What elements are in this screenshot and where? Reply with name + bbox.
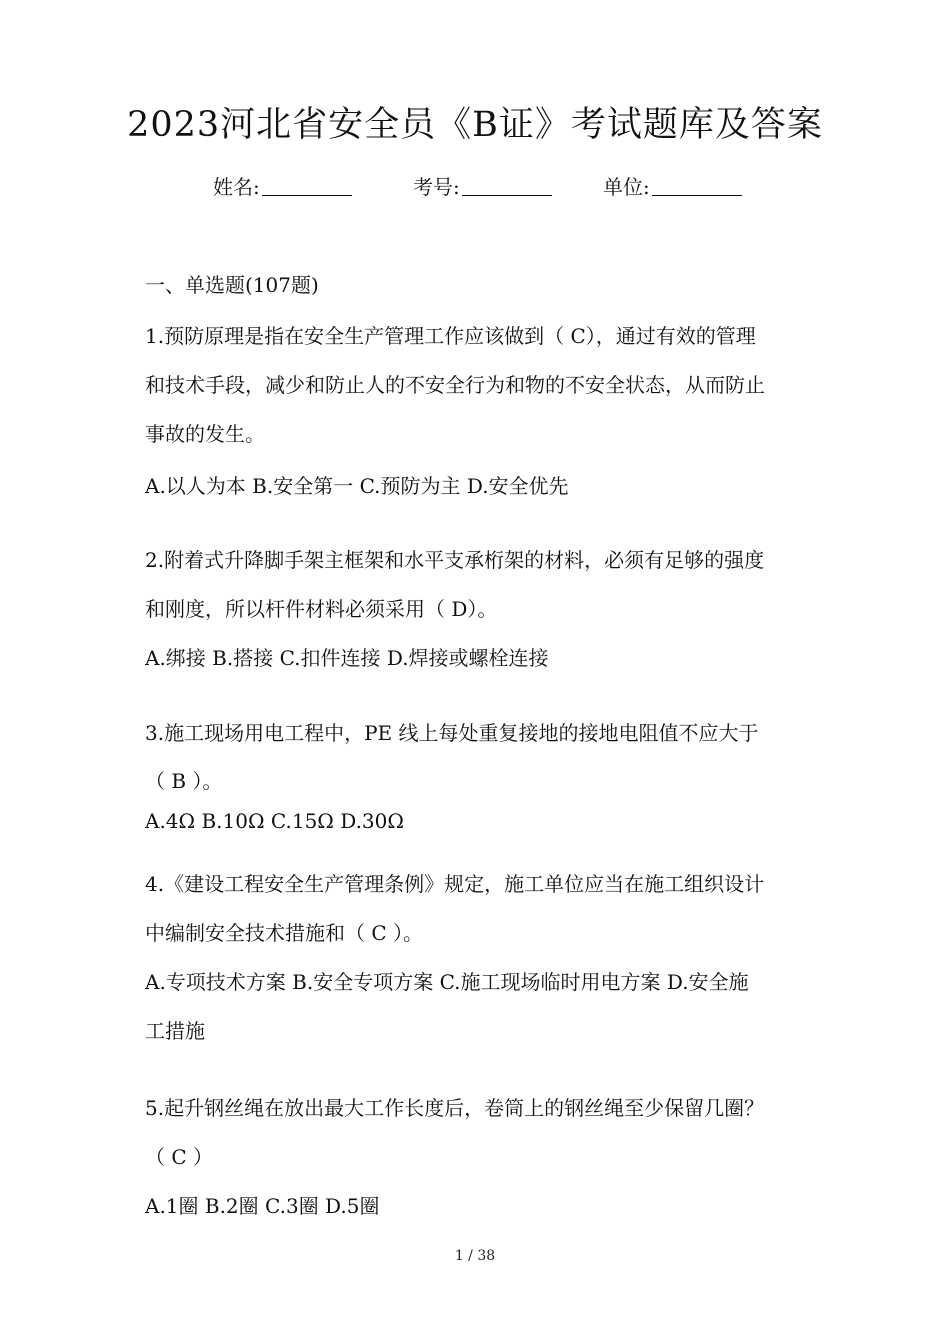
name-label: 姓名:: [213, 175, 260, 199]
section-title: 一、单选题(107题): [145, 273, 319, 297]
page-title: 2023河北省安全员《B证》考试题库及答案: [127, 105, 823, 145]
question-1-stem-line-1: 1.预防原理是指在安全生产管理工作应该做到（ C），通过有效的管理: [145, 324, 756, 348]
question-1-stem-line-2: 和技术手段，减少和防止人的不安全行为和物的不安全状态，从而防止: [145, 373, 765, 397]
question-4-stem-line-2: 中编制安全技术措施和（ C ）。: [145, 921, 424, 945]
question-5-stem-line-2: （ C ）: [145, 1145, 214, 1169]
exam-number-blank-line: [462, 175, 552, 196]
question-3-stem-line-1: 3.施工现场用电工程中，PE 线上每处重复接地的接地电阻值不应大于: [145, 721, 759, 745]
question-4-options-line-2: 工措施: [145, 1019, 205, 1043]
unit-field: [603, 170, 742, 204]
unit-blank-line: [652, 175, 742, 196]
exam-number-field: [413, 170, 552, 204]
name-field: [213, 170, 352, 204]
question-2-options: A.绑接 B.搭接 C.扣件连接 D.焊接或螺栓连接: [145, 646, 549, 670]
question-3-options: A.4Ω B.10Ω C.15Ω D.30Ω: [145, 809, 404, 833]
page-number: 1 / 38: [454, 1248, 496, 1264]
question-1-stem-line-3: 事故的发生。: [145, 422, 265, 446]
name-blank-line: [262, 175, 352, 196]
question-2-stem-line-2: 和刚度，所以杆件材料必须采用（ D）。: [145, 597, 498, 621]
question-4-stem-line-1: 4.《建设工程安全生产管理条例》规定，施工单位应当在施工组织设计: [145, 872, 765, 896]
question-2-stem-line-1: 2.附着式升降脚手架主框架和水平支承桁架的材料，必须有足够的强度: [145, 548, 765, 572]
question-5-options: A.1圈 B.2圈 C.3圈 D.5圈: [145, 1194, 380, 1218]
question-5-stem-line-1: 5.起升钢丝绳在放出最大工作长度后，卷筒上的钢丝绳至少保留几圈？: [145, 1096, 765, 1120]
candidate-info-row: [0, 170, 950, 204]
question-4-options-line-1: A.专项技术方案 B.安全专项方案 C.施工现场临时用电方案 D.安全施: [145, 970, 749, 994]
question-1-options: A.以人为本 B.安全第一 C.预防为主 D.安全优先: [145, 474, 569, 498]
exam-number-label: 考号:: [413, 175, 460, 199]
question-3-stem-line-2: （ B ）。: [145, 769, 223, 793]
unit-label: 单位:: [603, 175, 650, 199]
